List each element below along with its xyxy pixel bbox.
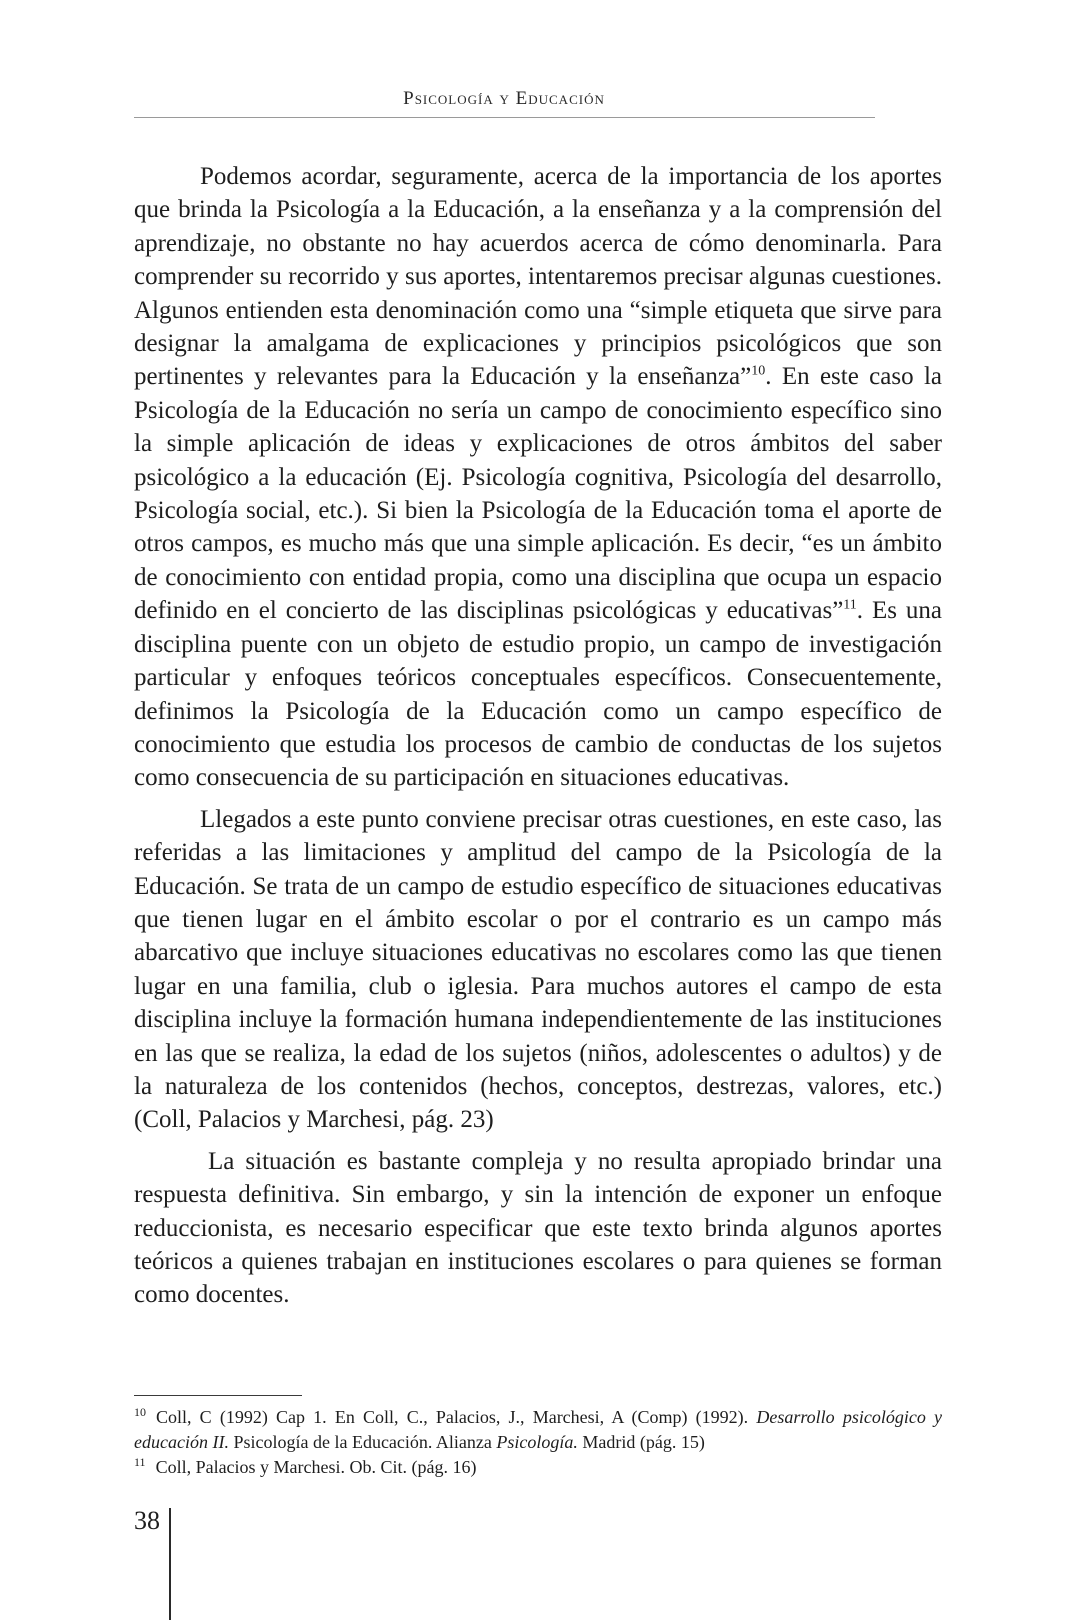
paragraph-1 — [134, 160, 942, 795]
body-text — [134, 160, 942, 1320]
footnote-11 — [134, 1455, 942, 1480]
paragraph-1-part-c: . Es una disciplina puente con un objeto de estudio propio, un campo de investigación particular y enfoques teóricos conceptuales específicos. Consecuentemente, definimos la Psicología de la Educación como un campo específico de conocimiento que estudia los procesos de cambio de conductas de los sujetos como consecuencia de su participación en situaciones educativas. — [134, 597, 942, 792]
page-number-rule — [169, 1508, 171, 1620]
footnote-italic-title: Desarrollo psicológico y educación II. — [134, 1407, 942, 1452]
paragraph-1-part-a: Podemos acordar, seguramente, acerca de la importancia de los aportes que brinda la Psicología a la Educación, a la enseñanza y a la comprensión del aprendizaje, no obstante no hay acuerdos acerca de cómo denominarla. Para comprender su recorrido y sus aportes, intentaremos precisar algunas cuestiones. Algunos entienden esta denominación como una “simple etiqueta que sirve para designar la amalgama de explicaciones y principios psicológicos que son pertinentes y relevantes para la Educación y la enseñanza” — [134, 163, 942, 391]
footnote-text: Madrid (pág. 15) — [577, 1432, 705, 1452]
footnote-text: Coll, C (1992) Cap 1. En Coll, C., Palacios, J., Marchesi, A (Comp) (1992). — [156, 1407, 757, 1427]
footnote-10 — [134, 1405, 942, 1455]
footnote-divider — [134, 1395, 302, 1396]
footnote-text: Psicología de la Educación. Alianza — [228, 1432, 497, 1452]
footnote-number: 11 — [134, 1455, 146, 1469]
header-divider — [134, 117, 875, 118]
footnote-italic-series: Psicología. — [496, 1432, 578, 1452]
footnotes — [134, 1405, 942, 1480]
footnote-ref-11[interactable]: 11 — [843, 597, 857, 613]
footnote-number: 10 — [134, 1405, 146, 1419]
running-head-title: Psicología y Educación — [403, 88, 605, 109]
paragraph-2: Llegados a este punto conviene precisar otras cuestiones, en este caso, las referidas a las limitaciones y amplitud del campo de la Psicología de la Educación. Se trata de un campo de estudio específico de situaciones educativas que tienen lugar en el ámbito escolar o por el contrario es un campo más abarcativo que incluye situaciones educativas no escolares como las que tienen lugar en una familia, club o iglesia. Para muchos autores el campo de esta disciplina incluye la formación humana independientemente de las instituciones en las que se realiza, la edad de los sujetos (niños, adolescentes o adultos) y de la naturaleza de los contenidos (hechos, conceptos, destrezas, valores, etc.) (Coll, Palacios y Marchesi, pág. 23) — [134, 805, 942, 1134]
page-number: 38 — [134, 1506, 160, 1535]
footnote-ref-10[interactable]: 10 — [751, 364, 766, 380]
paragraph-3: La situación es bastante compleja y no resulta apropiado brindar una respuesta definitiva. Sin embargo, y sin la intención de exponer un enfoque reduccionista, es necesario especificar que este texto brinda algunos aportes teóricos a quienes trabajan en instituciones escolares o para quienes se forman como docentes. — [134, 1147, 942, 1309]
paragraph-1-part-b: . En este caso la Psicología de la Educación no sería un campo de conocimiento específico sino la simple aplicación de ideas y explicaciones de otros ámbitos del saber psicológico a la educación (Ej. Psicología cognitiva, Psicología del desarrollo, Psicología social, etc.). Si bien la Psicología de la Educación toma el aporte de otros campos, es mucho más que una simple aplicación. Es decir, “es un ámbito de conocimiento con entidad propia, como una disciplina que ocupa un espacio definido en el concierto de las disciplinas psicológicas y educativas” — [134, 363, 942, 625]
footnote-text: Coll, Palacios y Marchesi. Ob. Cit. (pág. 16) — [155, 1457, 477, 1477]
